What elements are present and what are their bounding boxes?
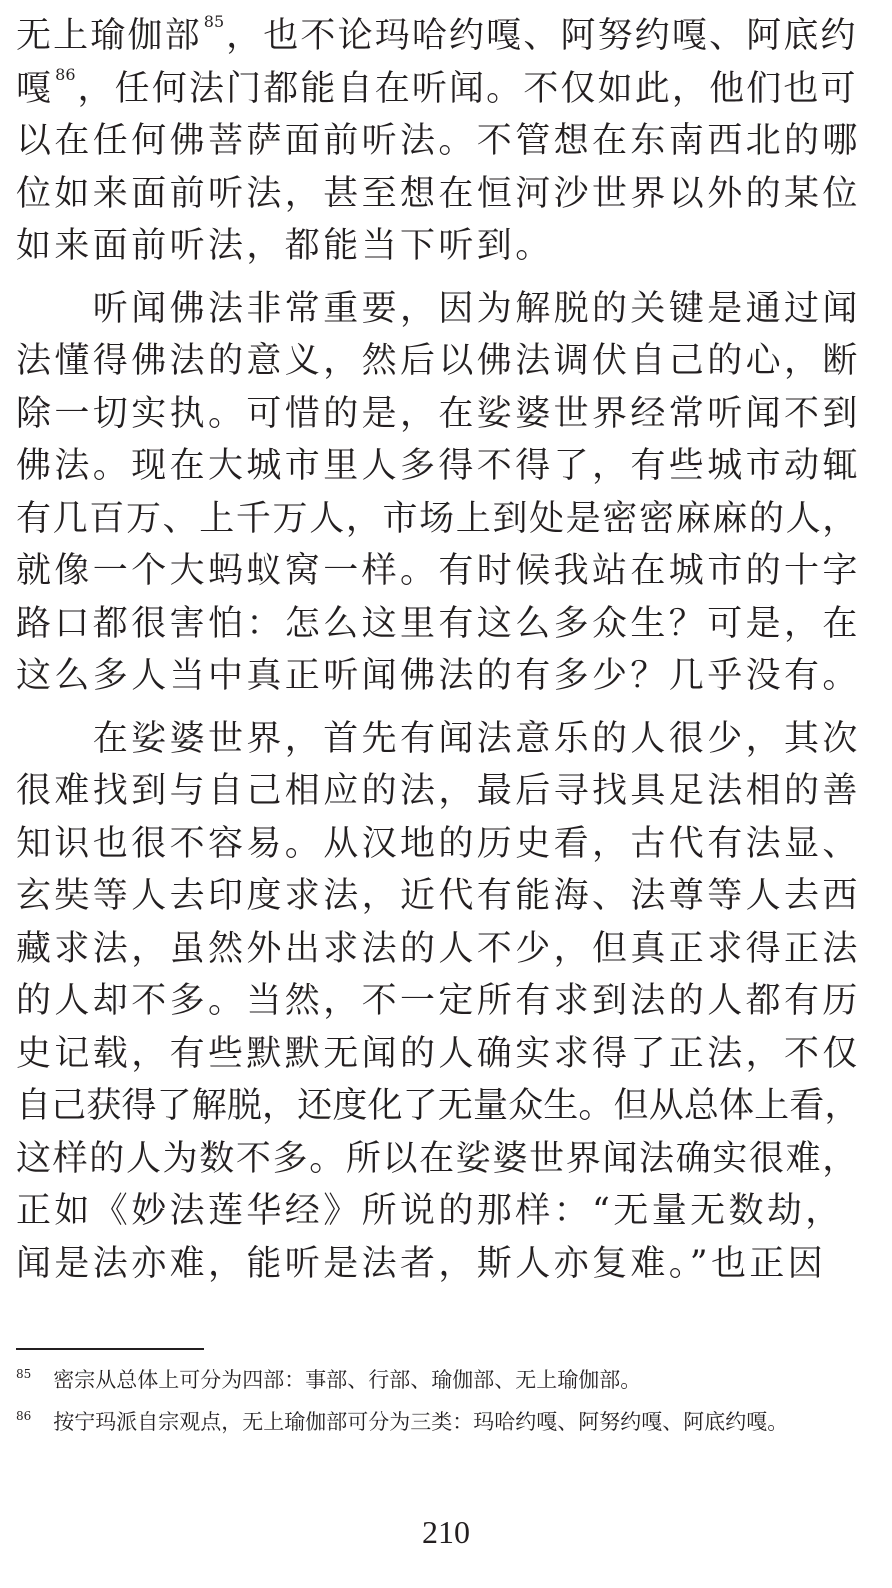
footnote-text: 密宗从总体上可分为四部：事部、行部、瑜伽部、无上瑜伽部。: [53, 1368, 642, 1392]
text-run: 的人却不多。当然，不一定所有求到法的人都有历: [16, 981, 861, 1021]
text-line: [16, 818, 861, 871]
footnote-text: 按宁玛派自宗观点，无上瑜伽部可分为三类：玛哈约嘎、阿努约嘎、阿底约嘎。: [53, 1410, 789, 1434]
text-run: 藏求法，虽然外出求法的人不少，但真正求得正法: [16, 928, 861, 969]
text-line: [16, 335, 861, 388]
body-paragraph: [16, 283, 861, 703]
text-line: [16, 650, 861, 703]
text-run: 在娑婆世界，首先有闻法意乐的人很少，其次: [16, 718, 861, 759]
text-line: [16, 388, 861, 441]
text-run: 史记载，有些默默无闻的人确实求得了正法，不仅: [16, 1033, 861, 1074]
text-line: [16, 283, 861, 336]
text-run: 玄奘等人去印度求法，近代有能海、法尊等人去西: [16, 876, 861, 916]
text-line: [16, 1238, 856, 1291]
footnote-reference: 85: [203, 12, 225, 31]
footnote-mark: 86: [16, 1409, 32, 1423]
page-number: 210: [422, 1514, 470, 1550]
footnote-86: [16, 1404, 856, 1440]
text-line: [16, 1133, 859, 1186]
footnote-reference: 86: [55, 64, 76, 84]
footnote-divider: [16, 1348, 204, 1350]
text-run: 如来面前听法，都能当下听到。: [16, 226, 554, 266]
text-line: [16, 598, 861, 651]
footnote-mark: 85: [16, 1367, 32, 1381]
text-line: [16, 975, 861, 1028]
text-run: 知识也很不容易。从汉地的历史看，古代有法显、: [16, 823, 861, 864]
footnote-85: [16, 1362, 856, 1398]
text-run: 自己获得了解脱，还度化了无量众生。但从总体上看，: [16, 1086, 860, 1126]
text-line: [16, 870, 861, 923]
text-run: 除一切实执。可惜的是，在娑婆世界经常听闻不到: [16, 393, 861, 434]
page-body: [16, 10, 861, 1290]
text-run: 位如来面前听法，甚至想在恒河沙世界以外的某位: [16, 173, 861, 214]
text-line: [16, 923, 861, 976]
body-paragraph: [16, 10, 861, 273]
text-run: 路口都很害怕：怎么这里有这么多众生？可是，在: [16, 603, 861, 644]
text-line: [16, 440, 861, 493]
text-run: 佛法。现在大城市里人多得不得了，有些城市动辄: [16, 446, 861, 486]
text-run: 很难找到与自己相应的法，最后寻找具足法相的善: [16, 771, 861, 811]
text-run: 有几百万、上千万人，市场上到处是密密麻麻的人，: [16, 498, 859, 539]
text-run: 就像一个大蚂蚁窝一样。有时候我站在城市的十字: [16, 551, 861, 591]
text-line: [16, 545, 861, 598]
text-line: [16, 1185, 856, 1238]
text-run: ，也不论玛哈约嘎、阿努约嘎、阿底约: [226, 16, 858, 56]
text-line: [16, 115, 861, 168]
text-line: [16, 10, 856, 63]
text-run: 听闻佛法非常重要，因为解脱的关键是通过闻: [16, 288, 861, 329]
text-run: 这样的人为数不多。所以在娑婆世界闻法确实很难，: [16, 1138, 859, 1179]
text-line: [16, 63, 856, 116]
text-line: [16, 765, 861, 818]
body-paragraph: [16, 713, 861, 1291]
text-line: [16, 1080, 860, 1133]
text-run: 无上瑜伽部: [16, 16, 202, 56]
text-run: ，任何法门都能自在听闻。不仅如此，他们也可: [77, 68, 858, 109]
text-line: [16, 493, 859, 546]
text-line: [16, 713, 861, 766]
text-run: 闻是法亦难，能听是法者，斯人亦复难。”也正因: [16, 1243, 827, 1284]
text-line: [16, 168, 861, 221]
text-run: 嘎: [16, 68, 54, 109]
footnotes: [16, 1362, 856, 1440]
text-run: 以在任何佛菩萨面前听法。不管想在东南西北的哪: [16, 121, 861, 161]
text-run: 正如《妙法莲华经》所说的那样：“无量无数劫，: [16, 1191, 844, 1231]
text-line: [16, 220, 856, 273]
text-line: [16, 1028, 861, 1081]
text-run: 法懂得佛法的意义，然后以佛法调伏自己的心，断: [16, 341, 861, 381]
text-run: 这么多人当中真正听闻佛法的有多少？几乎没有。: [16, 656, 861, 696]
